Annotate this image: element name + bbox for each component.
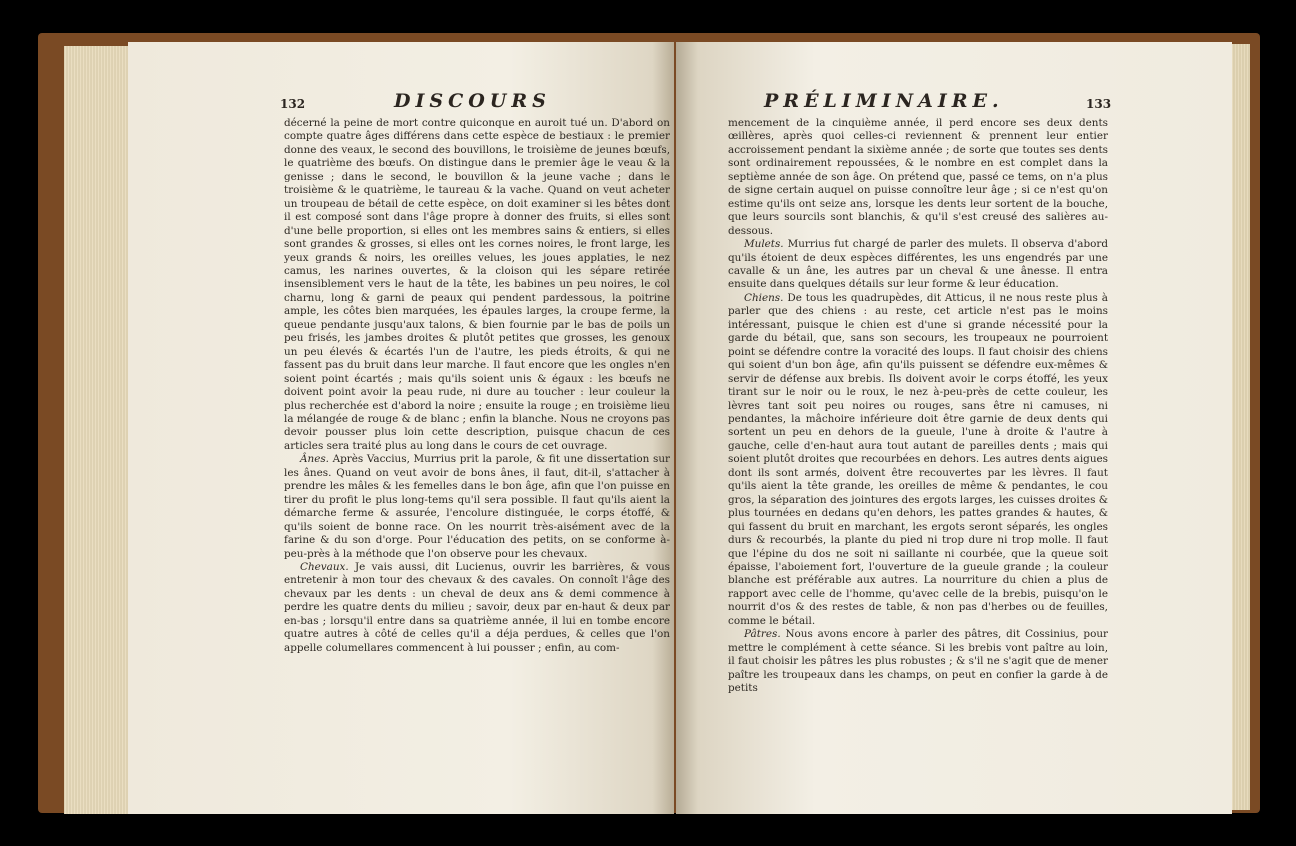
paragraph-lead: Chiens. bbox=[744, 291, 784, 304]
page-block-left bbox=[64, 46, 134, 814]
paragraph bbox=[728, 292, 1108, 628]
left-page bbox=[128, 42, 674, 814]
left-page-header: DISCOURS bbox=[394, 90, 551, 112]
paragraph-text: mencement de la cinquième année, il perd encore ses deux dents œillères, après quoi celles-ci reviennent & prennent leur entier accroissement pendant la sixième année ; de sorte que toutes ses dents sont ordinairement repoussées, & le nombre en est complet dans la septième année de son âge. On prétend que, passé ce tems, on n'a plus de signe certain auquel on puisse connoître leur âge ; si ce n'est qu'on estime qu'ils ont seize ans, lorsque les dents leur sortent de la bouche, que leurs sourcils sont blanchis, & qu'il s'est creusé des salières au-dessous. bbox=[728, 117, 1108, 237]
paragraph-lead: Mulets. bbox=[744, 238, 784, 251]
right-page-number: 133 bbox=[1086, 97, 1112, 111]
paragraph-text: Je vais aussi, dit Lucienus, ouvrir les barrières, & vous entretenir à mon tour des chevaux & des cavales. On connoît l'âge des chevaux par les dents : un cheval de deux ans & demi commence à perdre les quatre dents du milieu ; savoir, deux par en-haut & deux par en-bas ; lorsqu'il entre dans sa quatrième année, il lui en tombe encore quatre autres à côté de celles qu'il a déja perdues, & celles que l'on appelle columellares commencent à lui pousser ; enfin, au com- bbox=[284, 560, 670, 654]
paragraph-text: Murrius fut chargé de parler des mulets. Il observa d'abord qu'ils étoient de deux espèces différentes, les uns engendrés par une cavalle & un âne, les autres par un cheval & une ânesse. Il entra ensuite dans quelques détails sur leur forme & leur éducation. bbox=[728, 238, 1108, 291]
right-page bbox=[676, 42, 1232, 814]
right-page-header: PRÉLIMINAIRE. bbox=[764, 90, 1004, 112]
paragraph bbox=[728, 117, 1108, 238]
paragraph-text: Après Vaccius, Murrius prit la parole, & fit une dissertation sur les ânes. Quand on veut avoir de bons ânes, il faut, dit-il, s'attacher à prendre les mâles & les femelles dans le bon âge, afin que l'on puisse en tirer du profit le plus long-tems qu'il sera possible. Il faut qu'ils aient la démarche ferme & assurée, l'encolure distinguée, le corps étoffé, & qu'ils soient de bonne race. On les nourrit très-aisément avec de la farine & du son d'orge. Pour l'éducation des petits, on se conforme à-peu-près à la méthode que l'on observe pour les chevaux. bbox=[284, 453, 670, 560]
paragraph bbox=[284, 453, 670, 561]
paragraph bbox=[728, 238, 1108, 292]
paragraph bbox=[728, 628, 1108, 695]
left-page-body bbox=[284, 117, 670, 655]
paragraph bbox=[284, 561, 670, 655]
paragraph-text: De tous les quadrupèdes, dit Atticus, il ne nous reste plus à parler que des chiens : au reste, cet article n'est pas le moins intéressant, puisque le chien est d'une si grande nécessité pour la garde du bétail, que, sans son secours, les troupeaux ne pourroient point se défendre contre la voracité des loups. Il faut choisir des chiens qui soient d'un bon âge, afin qu'ils puissent se défendre eux-mêmes & servir de défense aux brebis. Ils doivent avoir le corps étoffé, les yeux tirant sur le noir ou le roux, le nez à-peu-près de cette couleur, les lèvres tant soit peu noires ou rouges, sans être ni camuses, ni pendantes, la mâchoire inférieure doit être garnie de deux dents qui sortent un peu en dehors de la gueule, l'une à droite & l'autre à gauche, celle d'en-haut aura tout autant de pareilles dents ; mais qui soient plutôt droites que recourbées en dehors. Les autres dents aigues dont ils sont armés, doivent être recouvertes par les lèvres. Il faut qu'ils aient la tête grande, les oreilles de même & pendantes, le cou gros, la séparation des jointures des ergots larges, les cuisses droites & plus tournées en dedans qu'en dehors, les pattes grandes & hautes, & qui fassent du bruit en marchant, les ergots seront séparés, les ongles durs & recourbés, la plante du pied ni trop dure ni trop molle. Il faut que l'épine du dos ne soit ni saillante ni courbée, que la queue soit épaisse, l'aboiement fort, l'ouverture de la gueule grande ; la couleur blanche est préférable aux autres. La nourriture du chien a plus de rapport avec celle de l'homme, qu'avec celle de la brebis, puisqu'on le nourrit d'os & des restes de table, & non pas d'herbes ou de feuilles, comme le bétail. bbox=[728, 291, 1108, 627]
right-page-body bbox=[728, 117, 1108, 695]
paragraph-lead: Ânes. bbox=[300, 453, 329, 466]
paragraph-lead: Pâtres. bbox=[744, 628, 781, 641]
paragraph-text: Nous avons encore à parler des pâtres, dit Cossinius, pour mettre le complément à cette séance. Si les brebis vont paître au loin, il faut choisir les pâtres les plus robustes ; & s'il ne s'agit que de mener paître les troupeaux dans les champs, on peut en confier la garde à de petits bbox=[728, 628, 1108, 695]
left-page-number: 132 bbox=[280, 97, 306, 111]
paragraph-text: décerné la peine de mort contre quiconque en auroit tué un. D'abord on compte quatre âges différens dans cette espèce de bestiaux : le premier donne des veaux, le second des bouvillons, le troisième de jeunes bœufs, le quatrième des bœufs. On distingue dans le premier âge le veau & la genisse ; dans le second, le bouvillon & la jeune vache ; dans le troisième & le quatrième, le taureau & la vache. Quand on veut acheter un troupeau de bétail de cette espèce, on doit examiner si les bêtes dont il est composé sont dans l'âge propre à donner des fruits, si elles sont d'une belle proportion, si elles ont les membres sains & entiers, si elles sont grandes & grosses, si elles ont les cornes noires, le front large, les yeux grands & noirs, les oreilles velues, les joues applaties, le nez camus, les narines ouvertes, & la cloison qui les sépare retirée insensiblement vers le haut de la tête, les babines un peu noires, le col charnu, long & garni de peaux qui pendent pardessous, la poitrine ample, les côtes bien marquées, les épaules larges, la croupe ferme, la queue pendante jusqu'aux talons, & bien fournie par le bas de poils un peu frisés, les jambes droites & plutôt petites que grosses, les genoux un peu élevés & écartés l'un de l'autre, les pieds étroits, & qui ne fassent pas du bruit dans leur marche. Il faut encore que les ongles n'en soient point écartés ; mais qu'ils soient unis & égaux : les bœufs ne doivent point avoir la peau rude, ni dure au toucher : leur couleur la plus recherchée est d'abord la noire ; ensuite la rouge ; en troisième lieu la mélangée de rouge & de blanc ; enfin la blanche. Nous ne croyons pas devoir pousser plus loin cette description, puisque chacun de ces articles sera traité plus au long dans le cours de cet ouvrage. bbox=[284, 117, 670, 452]
paragraph-lead: Chevaux. bbox=[300, 560, 349, 573]
paragraph bbox=[284, 117, 670, 453]
